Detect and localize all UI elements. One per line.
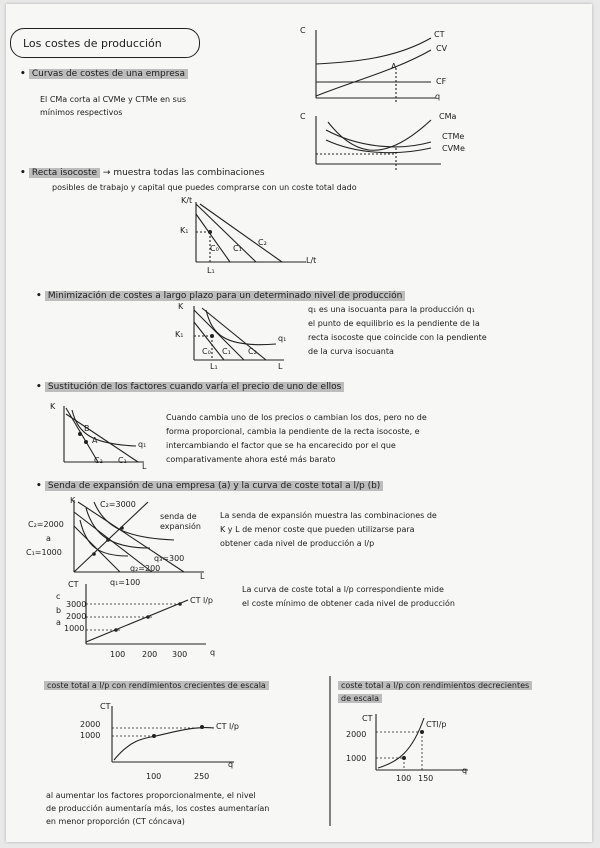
rd-curve-label: CTl/p <box>426 720 447 729</box>
isocoste-text-1: → muestra todas las combinaciones <box>102 168 265 178</box>
ctlp-y-3000: 3000 <box>66 600 87 609</box>
sus-a-label: A <box>92 436 98 445</box>
iso-xaxis: L/t <box>306 256 317 265</box>
heading-isocoste-text: Recta isocoste <box>29 168 100 178</box>
min-text-4: de la curva isocuanta <box>308 347 394 356</box>
senda-a-label: a <box>46 534 51 543</box>
ctlp-curve-label: CT l/p <box>190 596 214 605</box>
rc-xaxis: q <box>228 760 234 769</box>
ctlp-b-label: b <box>56 606 62 615</box>
rc-yaxis: CT <box>100 702 111 711</box>
rc-curve-label: CT l/p <box>216 722 240 731</box>
senda-c2-label: C₂=2000 <box>28 520 64 529</box>
note-curvas-2: mínimos respectivos <box>40 108 123 117</box>
g2-yaxis: C <box>300 112 306 121</box>
min-q1-label: q₁ <box>278 334 287 343</box>
g2-cvme-label: CVMe <box>442 144 465 153</box>
rc-text-1: al aumentar los factores proporcionalmente, el nivel <box>46 791 256 800</box>
iso-k1-label: K₁ <box>180 226 189 235</box>
rd-xaxis: q <box>462 766 468 775</box>
notebook-page <box>6 4 592 842</box>
heading-rend-decrecientes-text-2: de escala <box>338 694 382 703</box>
ctlp-xaxis: q <box>210 648 216 657</box>
heading-rend-decrecientes-1 <box>338 680 532 691</box>
senda-path-label-2: expansión <box>160 522 201 531</box>
senda-q2-label: q₂=200 <box>130 564 161 573</box>
g1-cv-label: CV <box>436 44 448 53</box>
min-l1-label: L₁ <box>210 362 218 371</box>
g2-ctme-label: CTMe <box>442 132 465 141</box>
senda-xaxis: L <box>200 572 205 581</box>
rd-y-1000: 1000 <box>346 754 367 763</box>
graph-sustitucion <box>54 404 154 468</box>
senda-path-label-1: senda de <box>160 512 197 521</box>
sus-text-4: comparativamente ahora esté más barato <box>166 455 336 464</box>
column-divider <box>328 676 332 826</box>
rc-text-2: de producción aumentaría más, los costes aumentarían <box>46 804 270 813</box>
ctlp-x-300: 300 <box>172 650 188 659</box>
ctlp-c-label: c <box>56 592 61 601</box>
sus-c1-label: C₁ <box>118 456 127 465</box>
min-c2-label: C₂ <box>248 347 257 356</box>
min-c0-label: C₀ <box>202 347 211 356</box>
iso-yaxis: K/t <box>181 196 193 205</box>
senda-text-3: obtener cada nivel de producción a l/p <box>220 539 375 548</box>
page-title: Los costes de producción <box>10 28 200 58</box>
senda-text-2: K y L de menor coste que pueden utilizarse para <box>220 525 415 534</box>
min-c1-label: C₁ <box>222 347 231 356</box>
sus-text-1: Cuando cambia uno de los precios o cambian los dos, pero no de <box>166 413 427 422</box>
heading-senda-text: Senda de expansión de una empresa (a) y la curva de coste total a l/p (b) <box>45 481 383 491</box>
g1-yaxis: C <box>300 26 306 35</box>
graph-costes-medios <box>306 112 466 172</box>
rc-y-1000: 1000 <box>80 731 101 740</box>
iso-c1-label: C₁ <box>233 244 242 253</box>
sus-text-3: intercambiando el factor que se ha encarecido por el que <box>166 441 396 450</box>
sus-c2-label: C₂ <box>94 456 103 465</box>
heading-minimizacion-text: Minimización de costes a largo plazo para un determinado nivel de producción <box>45 291 406 301</box>
graph-isocoste <box>186 200 316 270</box>
rc-x-250: 250 <box>194 772 210 781</box>
sus-text-2: forma proporcional, cambia la pendiente de la recta isocoste, e <box>166 427 420 436</box>
heading-isocoste <box>20 167 265 179</box>
senda-q3-label: q₃=300 <box>154 554 185 563</box>
min-text-1: q₁ es una isocuanta para la producción q₁ <box>308 305 475 314</box>
ctlp-text-2: el coste mínimo de obtener cada nivel de producción <box>242 599 455 608</box>
heading-sustitucion-text: Sustitución de los factores cuando varía el precio de uno de ellos <box>45 382 344 392</box>
rd-x-150: 150 <box>418 774 434 783</box>
sus-b-label: B <box>84 424 90 433</box>
ctlp-y-2000: 2000 <box>66 612 87 621</box>
min-k1-label: K₁ <box>175 330 184 339</box>
iso-c2-label: C₂ <box>258 238 267 247</box>
g1-ct-label: CT <box>434 30 445 39</box>
heading-rend-decrecientes-text-1: coste total a l/p con rendimientos decrecientes <box>338 681 532 690</box>
ctlp-a-label: a <box>56 618 61 627</box>
heading-rend-crecientes <box>44 680 269 691</box>
iso-c0-label: C₀ <box>210 244 219 253</box>
rc-y-2000: 2000 <box>80 720 101 729</box>
min-text-3: recta isocoste que coincide con la pendiente <box>308 333 487 342</box>
ctlp-yaxis: CT <box>68 580 79 589</box>
ctlp-x-100: 100 <box>110 650 126 659</box>
heading-curvas-text: Curvas de costes de una empresa <box>29 69 188 79</box>
sus-xaxis: L <box>142 462 147 471</box>
sus-q1-label: q₁ <box>138 440 147 449</box>
heading-sustitucion <box>36 381 344 393</box>
senda-text-1: La senda de expansión muestra las combinaciones de <box>220 511 437 520</box>
g1-cf-label: CF <box>436 77 447 86</box>
min-xaxis: L <box>278 362 283 371</box>
rc-x-100: 100 <box>146 772 162 781</box>
iso-l1-label: L₁ <box>207 266 215 275</box>
ctlp-text-1: La curva de coste total a l/p correspondiente mide <box>242 585 444 594</box>
heading-minimizacion <box>36 290 405 302</box>
graph-ct-lp <box>76 582 216 650</box>
g2-cma-label: CMa <box>439 112 457 121</box>
min-text-2: el punto de equilibrio es la pendiente de la <box>308 319 480 328</box>
heading-curvas <box>20 68 188 80</box>
heading-senda <box>36 480 383 492</box>
heading-rend-decrecientes-2 <box>338 693 382 704</box>
senda-c3-label: C₂=3000 <box>100 500 136 509</box>
senda-q1-label: q₁=100 <box>110 578 141 587</box>
g1-xaxis: q <box>435 92 441 101</box>
rc-text-3: en menor proporción (CT cóncava) <box>46 817 185 826</box>
g1-point-a: A <box>391 62 397 71</box>
ctlp-y-1000: 1000 <box>64 624 85 633</box>
rd-yaxis: CT <box>362 714 373 723</box>
note-curvas-1: El CMa corta al CVMe y CTMe en sus <box>40 95 187 104</box>
ctlp-x-200: 200 <box>142 650 158 659</box>
min-yaxis: K <box>178 302 184 311</box>
sus-yaxis: K <box>50 402 56 411</box>
graph-rend-crecientes <box>104 704 244 770</box>
senda-c1-label: C₁=1000 <box>26 548 62 557</box>
isocoste-text-2: posibles de trabajo y capital que puedes comprarse con un coste total dado <box>52 183 357 192</box>
rd-x-100: 100 <box>396 774 412 783</box>
rd-y-2000: 2000 <box>346 730 367 739</box>
senda-yaxis: K <box>70 496 76 505</box>
heading-rend-crecientes-text: coste total a l/p con rendimientos crecientes de escala <box>44 681 269 690</box>
